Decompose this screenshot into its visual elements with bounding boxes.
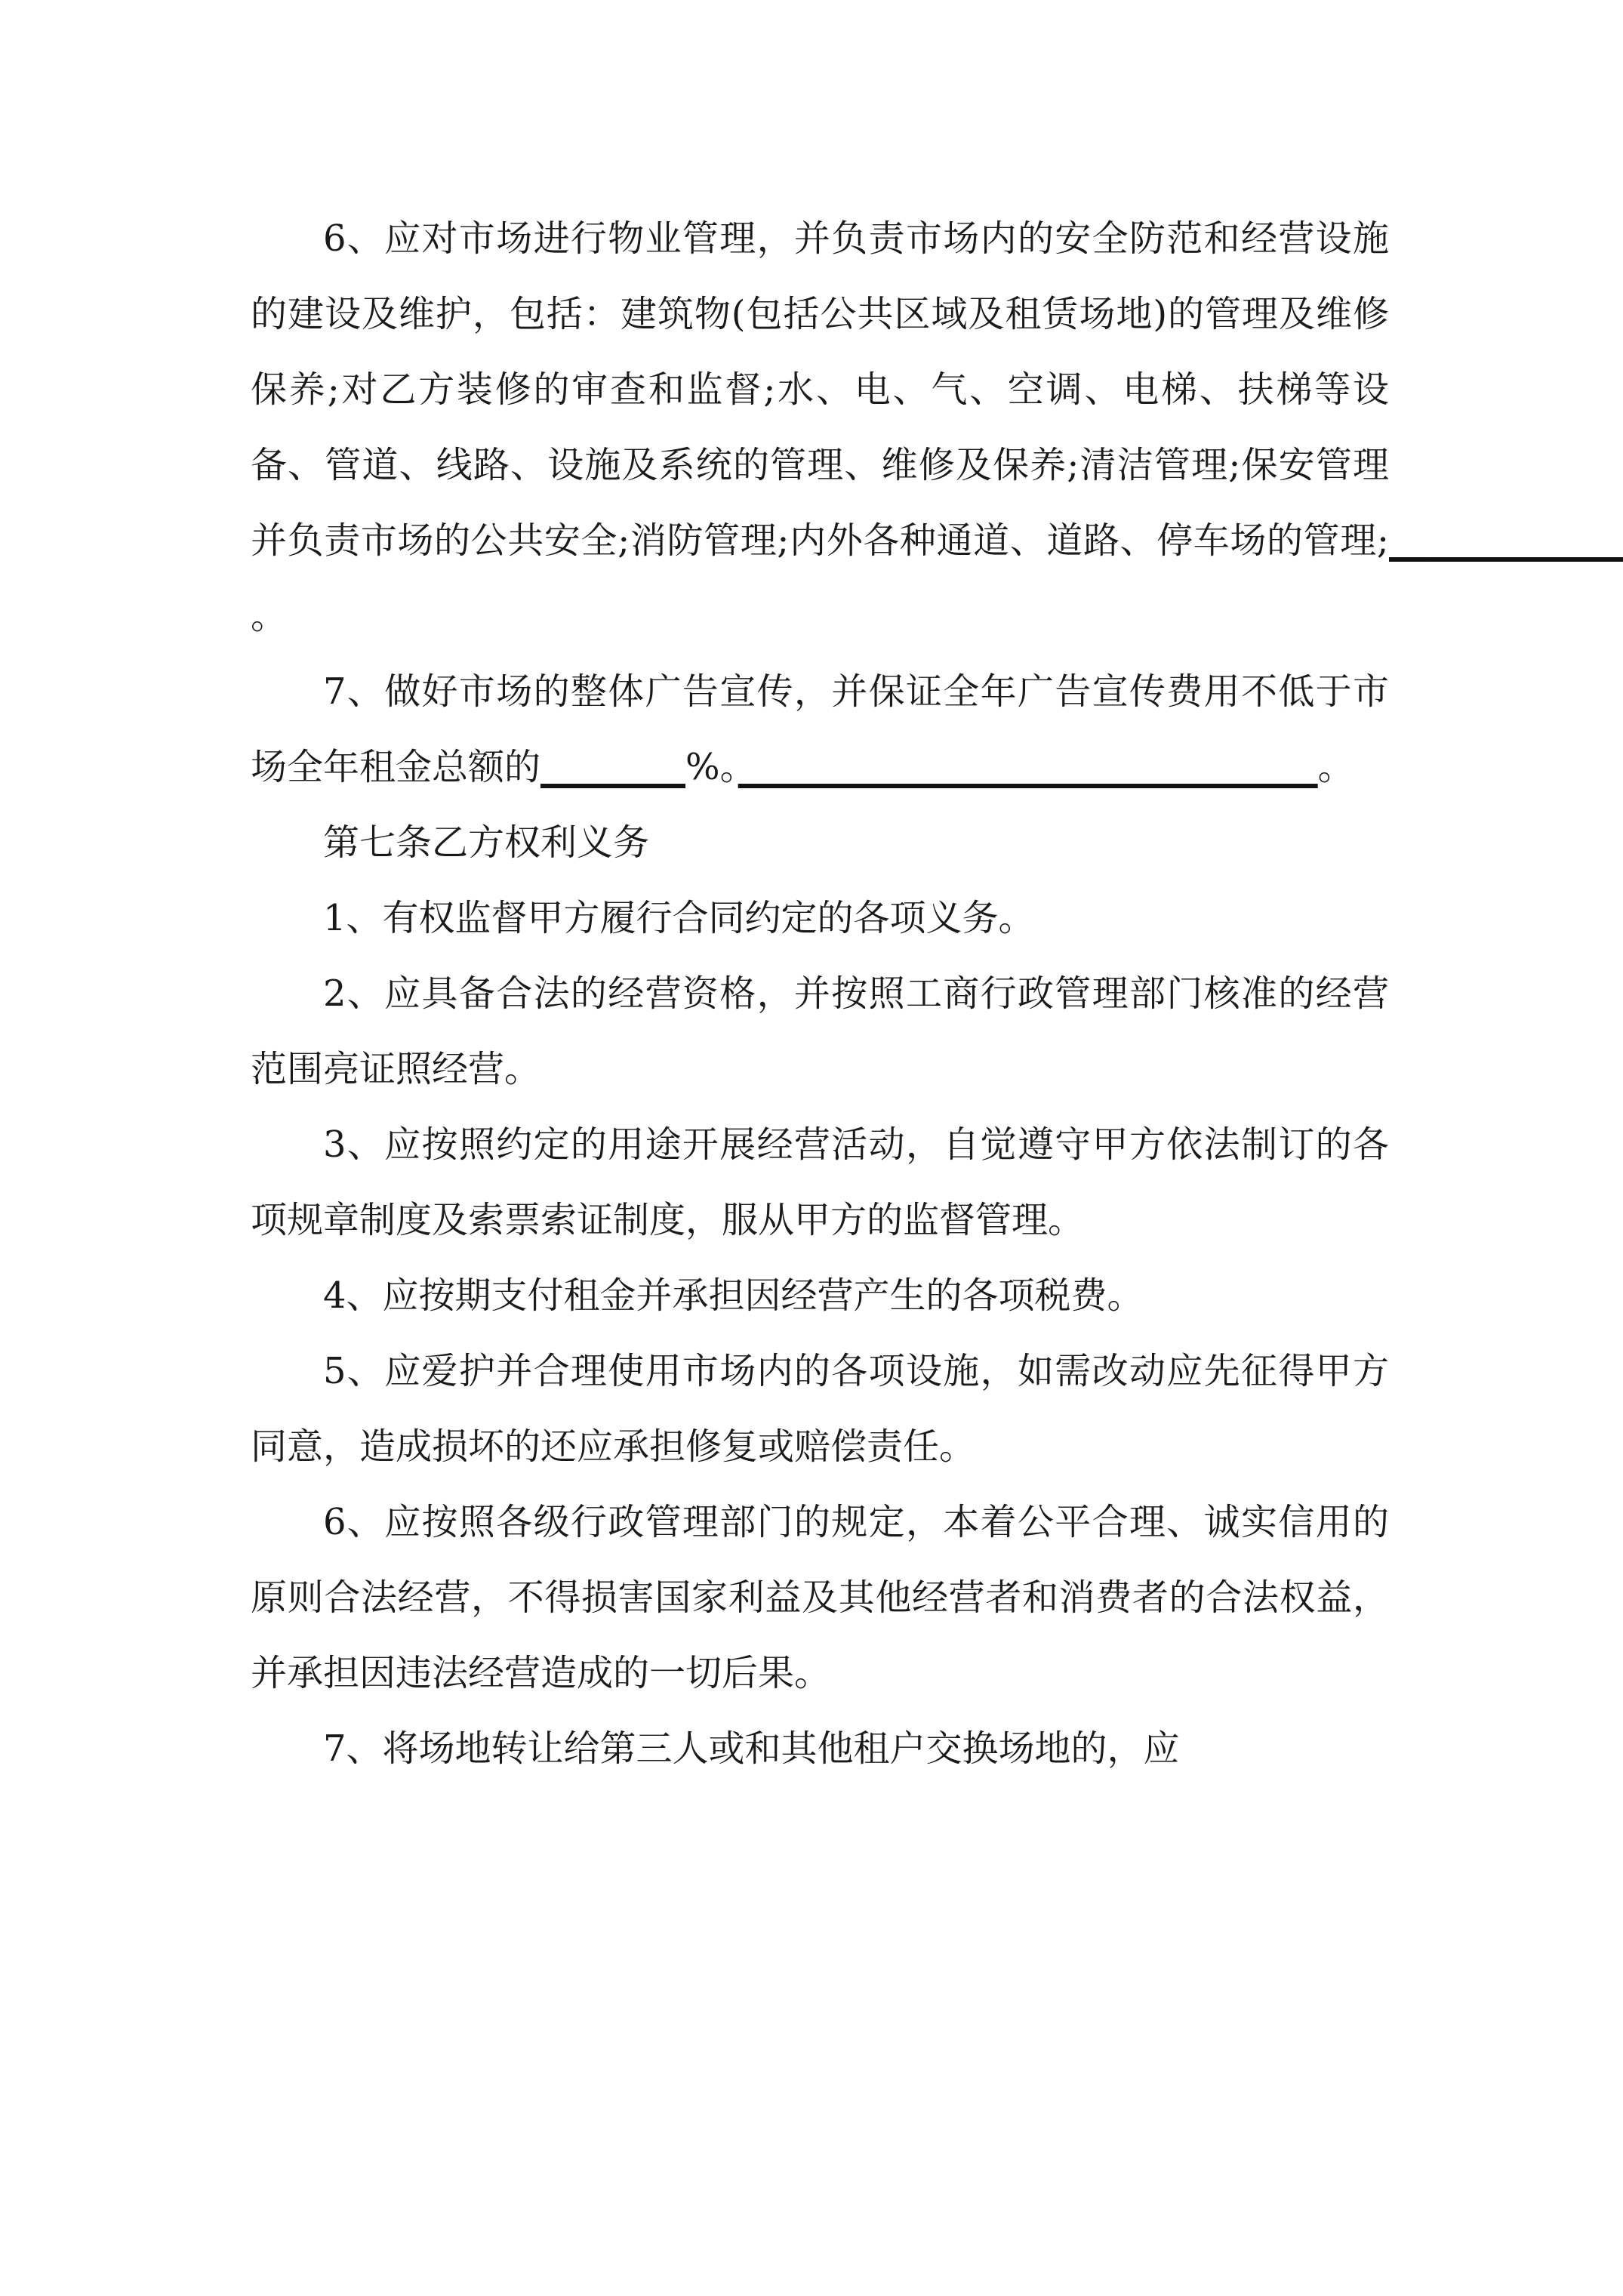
article-7-heading (251, 805, 1389, 880)
text-span: 7、将场地转让给第三人或和其他租户交换场地的，应 (323, 1727, 1180, 1770)
text-span: 5、应爱护并合理使用市场内的各项设施，如需改动应先征得甲方同意，造成损坏的还应承担修复或赔偿责任。 (251, 1350, 1389, 1468)
text-span: %。 (685, 746, 738, 788)
text-span: 4、应按期支付租金并承担因经营产生的各项税费。 (323, 1274, 1144, 1317)
text-span: 1、有权监督甲方履行合同约定的各项义务。 (323, 897, 1035, 939)
text-span: 。 (1317, 746, 1354, 788)
article-6-item-6 (251, 201, 1389, 654)
text-span: 2、应具备合法的经营资格，并按照工商行政管理部门核准的经营范围亮证照经营。 (251, 972, 1389, 1090)
fill-in-blank[interactable] (738, 746, 1318, 788)
text-span: 第七条乙方权利义务 (323, 821, 650, 864)
fill-in-blank[interactable] (540, 746, 685, 788)
text-span: 6、应按照各级行政管理部门的规定，本着公平合理、诚实信用的原则合法经营，不得损害国家利益及其他经营者和消费者的合法权益，并承担因违法经营造成的一切后果。 (251, 1501, 1389, 1694)
article-7-item-2 (251, 956, 1389, 1107)
text-span: 6、应对市场进行物业管理，并负责市场内的安全防范和经营设施的建设及维护，包括：建筑物(包括公共区域及租赁场地)的管理及维修保养;对乙方装修的审查和监督;水、电、气、空调、电梯、扶梯等设备、管道、线路、设施及系统的管理、维修及保养;清洁管理;保安管理并负责市场的公共安全;消防管理;内外各种通道、道路、停车场的管理; (251, 217, 1389, 562)
contract-body (251, 201, 1389, 1786)
text-span: 3、应按照约定的用途开展经营活动，自觉遵守甲方依法制订的各项规章制度及索票索证制度，服从甲方的监督管理。 (251, 1123, 1389, 1241)
article-7-item-3 (251, 1107, 1389, 1258)
fill-in-blank[interactable] (1389, 519, 1623, 562)
article-7-item-6 (251, 1484, 1389, 1711)
article-7-item-5 (251, 1333, 1389, 1484)
text-span: 7、做好市场的整体广告宣传，并保证全年广告宣传费用不低于市场全年租金总额的 (251, 670, 1389, 788)
article-7-item-1 (251, 880, 1389, 956)
article-6-item-7 (251, 654, 1389, 805)
article-7-item-4 (251, 1258, 1389, 1333)
article-7-item-7 (251, 1711, 1389, 1786)
text-span: 。 (251, 595, 288, 637)
